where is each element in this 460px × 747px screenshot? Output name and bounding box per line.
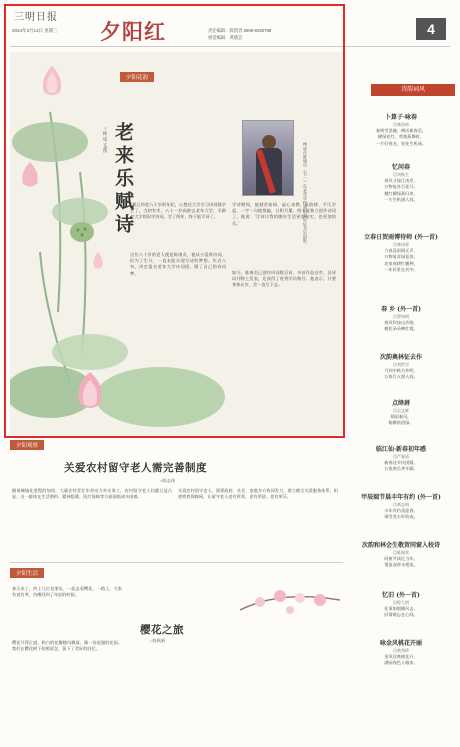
article-author: ○林 成 文/图 (103, 126, 108, 153)
poem-line: 柳绿花红，莺歌燕舞时。 (377, 134, 425, 140)
main-column-tag: 夕阳花韵 (120, 72, 154, 82)
poem (347, 492, 455, 521)
poem-title: 立春日贺雨博待师 (外一首) (364, 234, 438, 241)
poem (347, 398, 455, 427)
poem-line: 月到中秋分外明， (384, 368, 418, 373)
poem-author: ◎程大明 (393, 600, 409, 605)
article-title: 老来乐赋诗 (112, 122, 134, 237)
poem-line: 旧情难忘在心间。 (384, 612, 418, 618)
article-paragraph: “我已经吃八十岁的年纪，心想还大学学习诗词都学会了。当初有幸，八十一岁高龄去老年大学，半路老大学的旧学诗词，学了两年，终于能写诗了。 (130, 202, 226, 220)
poem-line: 农家春耕忙播种， (384, 260, 418, 266)
photo-person-head (262, 135, 276, 149)
editor-line-2: 视觉编辑：黄晓芸 (208, 35, 243, 40)
poem-line: 细雨春风， (390, 414, 412, 419)
article2-author: ○陈志伟 (160, 478, 176, 483)
article2-paragraph: 随着城镇化进程的加快，大量农村青壮年劳动力外出务工，农村留守老人问题日益凸显。这一群体在生活照料、精神慰藉、医疗保障等方面面临诸多困难。 (12, 488, 172, 500)
poem-author: ◎黄秀珍 (393, 648, 409, 653)
poem-author: ◎罗伟明 (393, 314, 409, 319)
cherry-blossom-illustration (240, 580, 340, 640)
article2-paragraph: 关爱农村留守老人，需要政府、社会、家庭多方协同发力，建立健全关爱服务体系，织密兜底保障网，让留守老人老有所养、老有所依、老有所乐。 (178, 488, 338, 500)
poem-line: 丰年有约喜迎春， (384, 508, 418, 513)
article-paragraph: 学诗期间，他刻苦钻研，虚心求教，从韵律、平仄学起，一字一句地推敲，日积月累，终于能独立创作诗词了。他说：‘写诗让我的晚年生活更加充实，也更加快乐。’ (232, 202, 336, 226)
poem-title: 临江仙·新春初年感 (375, 446, 427, 453)
poem-line: 桃花朵朵映红霞。 (384, 326, 418, 332)
poem-title: 次韵和林会生敬贺同窗入校诗 (361, 542, 440, 549)
sidebar-column-tag: 诗韵词风 (371, 84, 455, 96)
poem-title: 甲辰端节晨丰年有约 (外一首) (361, 494, 441, 501)
poem-line: 万家灯火照人间。 (384, 374, 418, 380)
poem-line: 杨柳依依绿。 (388, 420, 414, 426)
poem (347, 540, 455, 569)
article-paragraph: 如今，陈康贞已创作诗词数百首，多首作品在市、县诗词刊物上发表，还获得了优秀学员称号。他表示，只要身体允许，会一直写下去。 (232, 270, 336, 288)
poem-line: 春风吹绿山乡路， (384, 320, 418, 325)
issue-date: 2024年3月13日 星期三 (12, 28, 58, 33)
poem-line: 春到雪消融，梅送新春至。 (375, 128, 427, 133)
article3-column-tag: 夕阳生活 (10, 568, 44, 578)
poem-title: 卜算子·咏春 (384, 114, 418, 121)
poem-author: ◎吴文辉 (393, 408, 409, 413)
poem (347, 112, 455, 147)
poem-author: ◎刘世宗 (393, 362, 409, 367)
poem-line: 一年好景在其中。 (384, 266, 418, 272)
section-divider (10, 562, 343, 563)
poem-author: ◎林诗荣 (393, 242, 409, 247)
poem-title: 忆问春 (391, 164, 410, 171)
poem-title: 次韵奥林征去作 (379, 354, 422, 361)
poem-line: 情谊深厚永相连。 (384, 562, 418, 568)
poem-line: 立春喜雨润无声， (384, 248, 418, 253)
poem-line: 金风送爽桃花开， (384, 654, 418, 659)
poem-title: 忆旧 (外一首) (382, 592, 420, 599)
poem-line: 瑞雪兆丰好收成。 (384, 514, 418, 520)
poem-title: 点绛唇 (391, 400, 410, 407)
article3-paragraph: 樱花开得正盛，粉白的花瓣随风飘落，像一场浪漫的花雨。我们在樱花树下拍照留念，留下了美好的回忆。 (12, 640, 122, 652)
poem (347, 638, 455, 667)
poem-title: 咏金风桃花开丽 (379, 640, 422, 647)
article-paragraph: 这位八十岁的老人便是陈康贞，他从小喜欢诗词，但为了生计，一直未能实现写诗的梦想。年近八旬，决定报名老年大学诗词班，圆了自己的诗词梦。 (130, 252, 226, 276)
editor-line-1: 责任编辑：陈凯容 0598-8250798 (208, 28, 272, 33)
header-divider (10, 46, 450, 47)
poem (347, 444, 455, 473)
poem-line: 满园春色入眼来。 (384, 660, 418, 666)
poem-author: ◎严春清 (393, 454, 409, 459)
poem-line: 万物复苏百花开。 (384, 184, 418, 190)
poem-author: ◎陈保荣 (393, 550, 409, 555)
paper-name: 三明日报 (14, 12, 58, 23)
article2-column-tag: 夕阳观察 (10, 440, 44, 450)
poem-author: ◎黄志明 (393, 502, 409, 507)
poem (347, 232, 455, 273)
poem (347, 352, 455, 381)
poem-line: 同窗共读忆当年， (384, 556, 418, 561)
poem-line: 万物复苏绿意浓。 (384, 254, 418, 260)
poem-line: 春风又绿江南岸， (384, 178, 418, 183)
poem-line: 新春佳节庆团圆， (384, 460, 418, 465)
poem-line: 一片好春光，处处生机丽。 (375, 140, 427, 146)
poem-line: 万家欢乐笑开颜。 (384, 466, 418, 472)
poem-sidebar (347, 52, 455, 740)
poem-line: 桃红柳绿燕归来， (384, 190, 418, 196)
poem-title: 春 乡 (外一首) (381, 306, 421, 313)
article3-title: 樱花之旅 (140, 624, 184, 636)
poem-author: ◎刘秋生 (393, 172, 409, 177)
article3-paragraph: 春天来了，约上几位老朋友，一起去看樱花。一路上，大家有说有笑，仿佛回到了年轻的时候。 (12, 586, 122, 598)
photo-caption: 林成在陈康贞（右一）在老年学校领取奖证证书后留影。 (303, 142, 308, 247)
main-article (10, 52, 343, 435)
editor-info (208, 27, 271, 41)
page-header (0, 0, 460, 50)
article-photo (242, 120, 294, 196)
lotus-illustration (10, 52, 343, 435)
poem-author: ◎林昌伟 (393, 122, 409, 127)
section-title: 夕阳红 (100, 19, 166, 44)
poem (347, 590, 455, 619)
page-number-badge: 4 (416, 18, 446, 40)
article2-title: 关爱农村留守老人需完善制度 (64, 462, 207, 474)
poem-line: 一片生机满人间。 (384, 196, 418, 202)
article3-author: ○陈秋娟 (150, 638, 166, 643)
poem (347, 162, 455, 203)
poem-line: 往事如烟随风去， (384, 606, 418, 611)
poem (347, 304, 455, 333)
